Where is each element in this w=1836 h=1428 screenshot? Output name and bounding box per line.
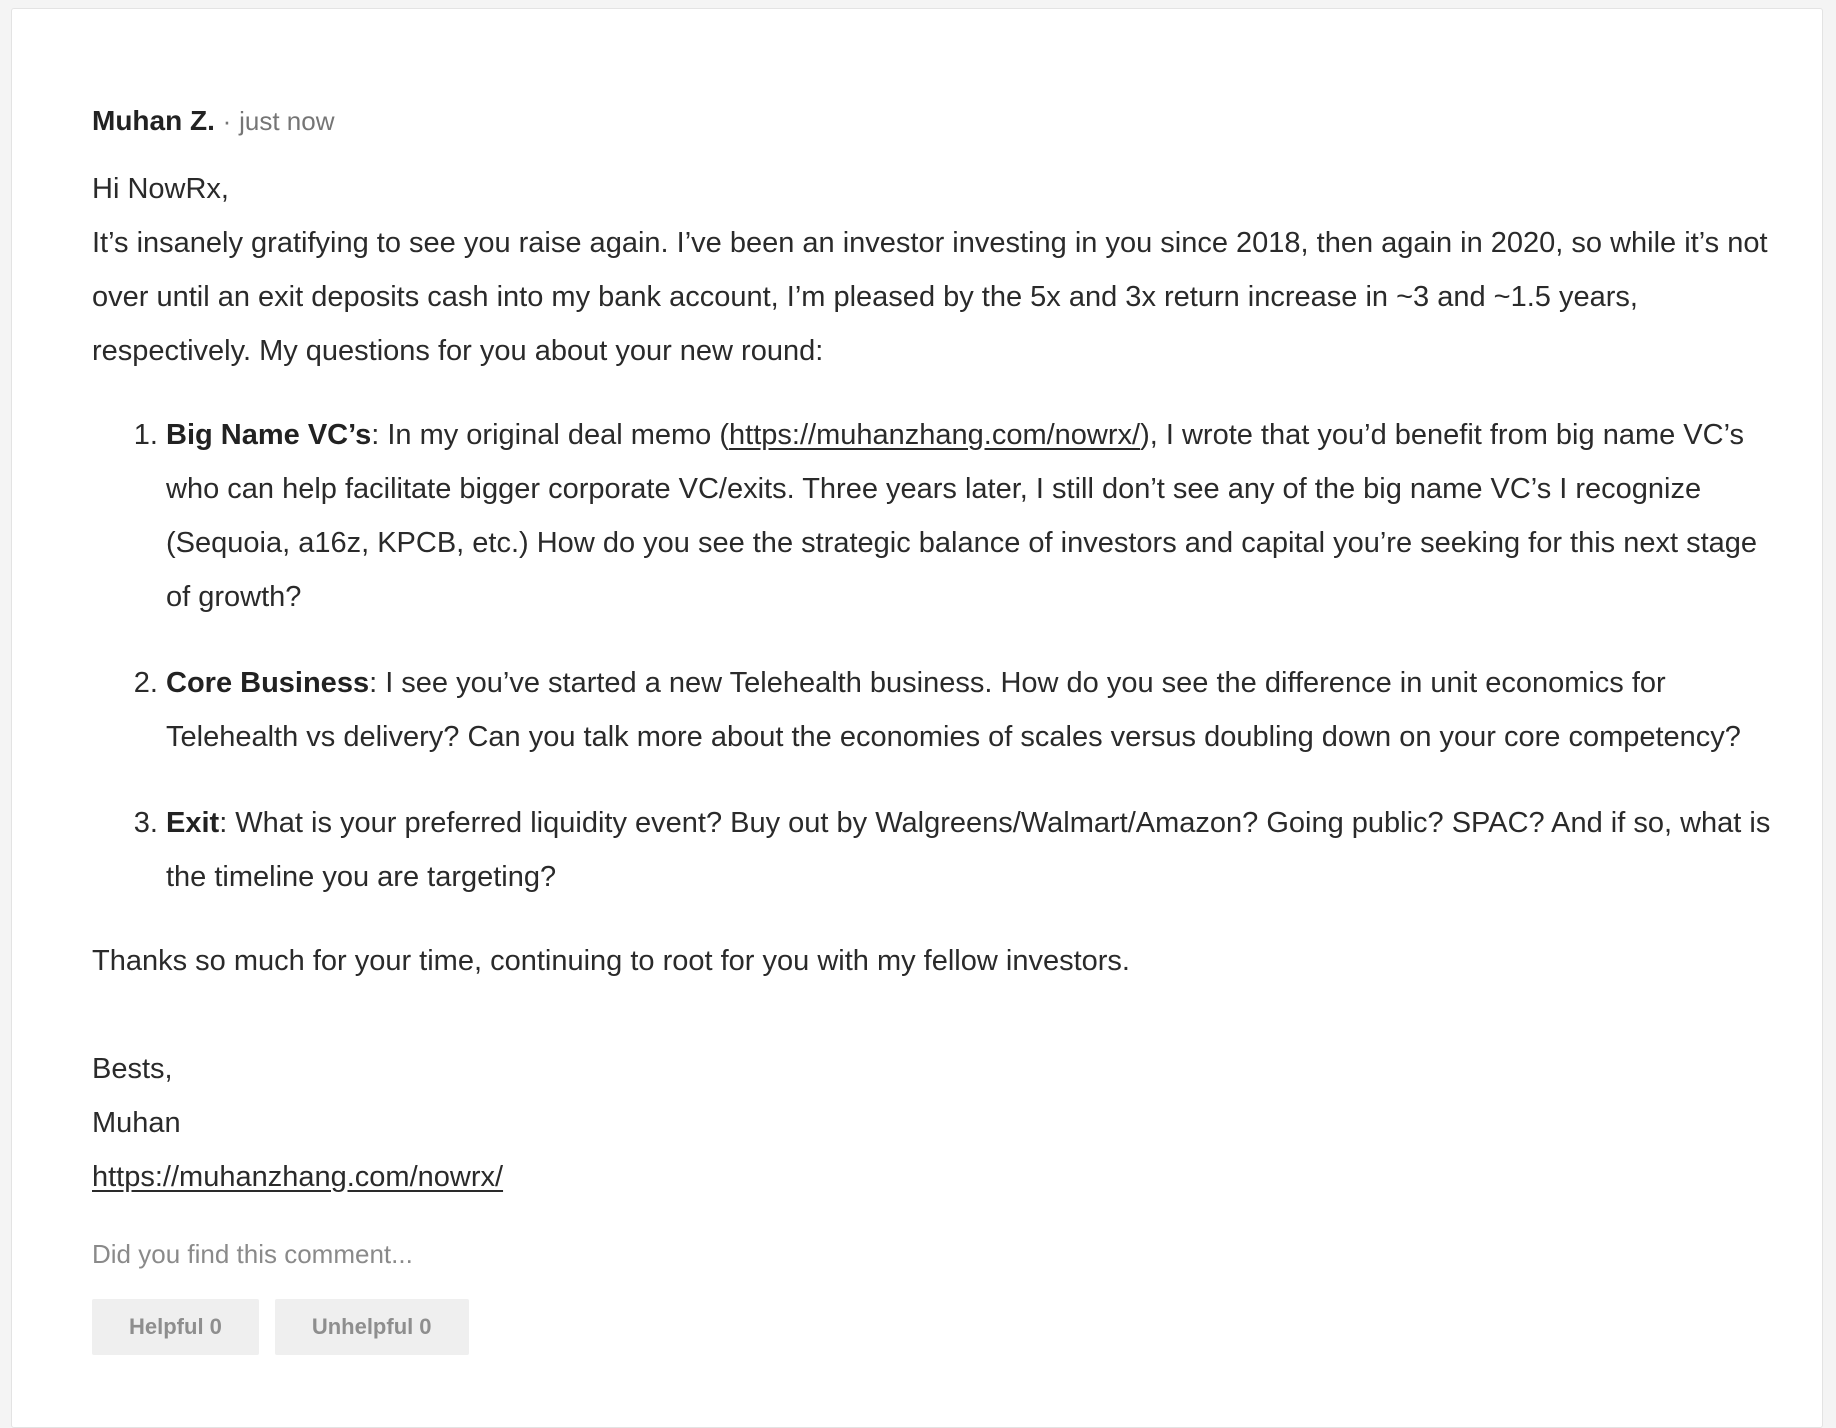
- question-title: Core Business: [166, 667, 370, 699]
- unhelpful-label: Unhelpful: [311, 1314, 414, 1339]
- comment-header: [92, 101, 1772, 141]
- signoff: Bests,: [92, 1053, 173, 1085]
- signature-name: Muhan: [92, 1107, 181, 1139]
- list-item: [166, 656, 1772, 764]
- question-text: : In my original deal memo (: [371, 419, 730, 451]
- comment-timestamp: just now: [239, 106, 335, 136]
- question-text: : I see you’ve started a new Telehealth business. How do you see the difference in unit economics for Telehealth vs delivery? Can you talk more about the economies of scales versus doubling down on your core competency?: [166, 667, 1741, 753]
- helpful-button[interactable]: [92, 1299, 259, 1355]
- intro-paragraph: It’s insanely gratifying to see you raise again. I’ve been an investor investing in you since 2018, then again in 2020, so while it’s not over until an exit deposits cash into my bank account, I’m pleased by the 5x and 3x return increase in ~3 and ~1.5 years, respectively. My questions for you about your new round:: [92, 227, 1768, 367]
- comment-body: [92, 162, 1772, 1204]
- comment-card: [11, 8, 1823, 1428]
- question-title: Big Name VC’s: [166, 419, 372, 451]
- deal-memo-link[interactable]: https://muhanzhang.com/nowrx/: [729, 419, 1141, 451]
- header-separator: ·: [222, 106, 232, 136]
- list-item: [166, 796, 1772, 904]
- greeting: Hi NowRx,: [92, 173, 229, 205]
- unhelpful-count: 0: [419, 1314, 432, 1339]
- question-title: Exit: [166, 807, 220, 839]
- question-text: ), I wrote that you’d benefit from big name VC’s who can help facilitate bigger corporate VC/exits. Three years later, I still don’t see any of the big name VC’s I recognize (Sequoia, a16z, KPCB, etc.) How do you see the strategic balance of investors and capital you’re seeking for this next stage of growth?: [166, 419, 1758, 613]
- thanks-paragraph: Thanks so much for your time, continuing to root for you with my fellow investors.: [92, 945, 1130, 977]
- comment: [92, 101, 1772, 1355]
- author-name[interactable]: Muhan Z.: [92, 105, 215, 136]
- helpful-label: Helpful: [129, 1314, 204, 1339]
- feedback-prompt: Did you find this comment...: [92, 1239, 413, 1269]
- signature-link[interactable]: https://muhanzhang.com/nowrx/: [92, 1161, 504, 1193]
- paragraph-spacer: [92, 988, 1772, 1042]
- list-item: [166, 408, 1772, 624]
- question-text: : What is your preferred liquidity event? Buy out by Walgreens/Walmart/Amazon? Going public? SPAC? And if so, what is the timeline you are targeting?: [166, 807, 1771, 893]
- unhelpful-button[interactable]: [275, 1299, 469, 1355]
- helpful-count: 0: [209, 1314, 222, 1339]
- questions-list: [92, 408, 1772, 904]
- feedback-buttons: [92, 1299, 1772, 1355]
